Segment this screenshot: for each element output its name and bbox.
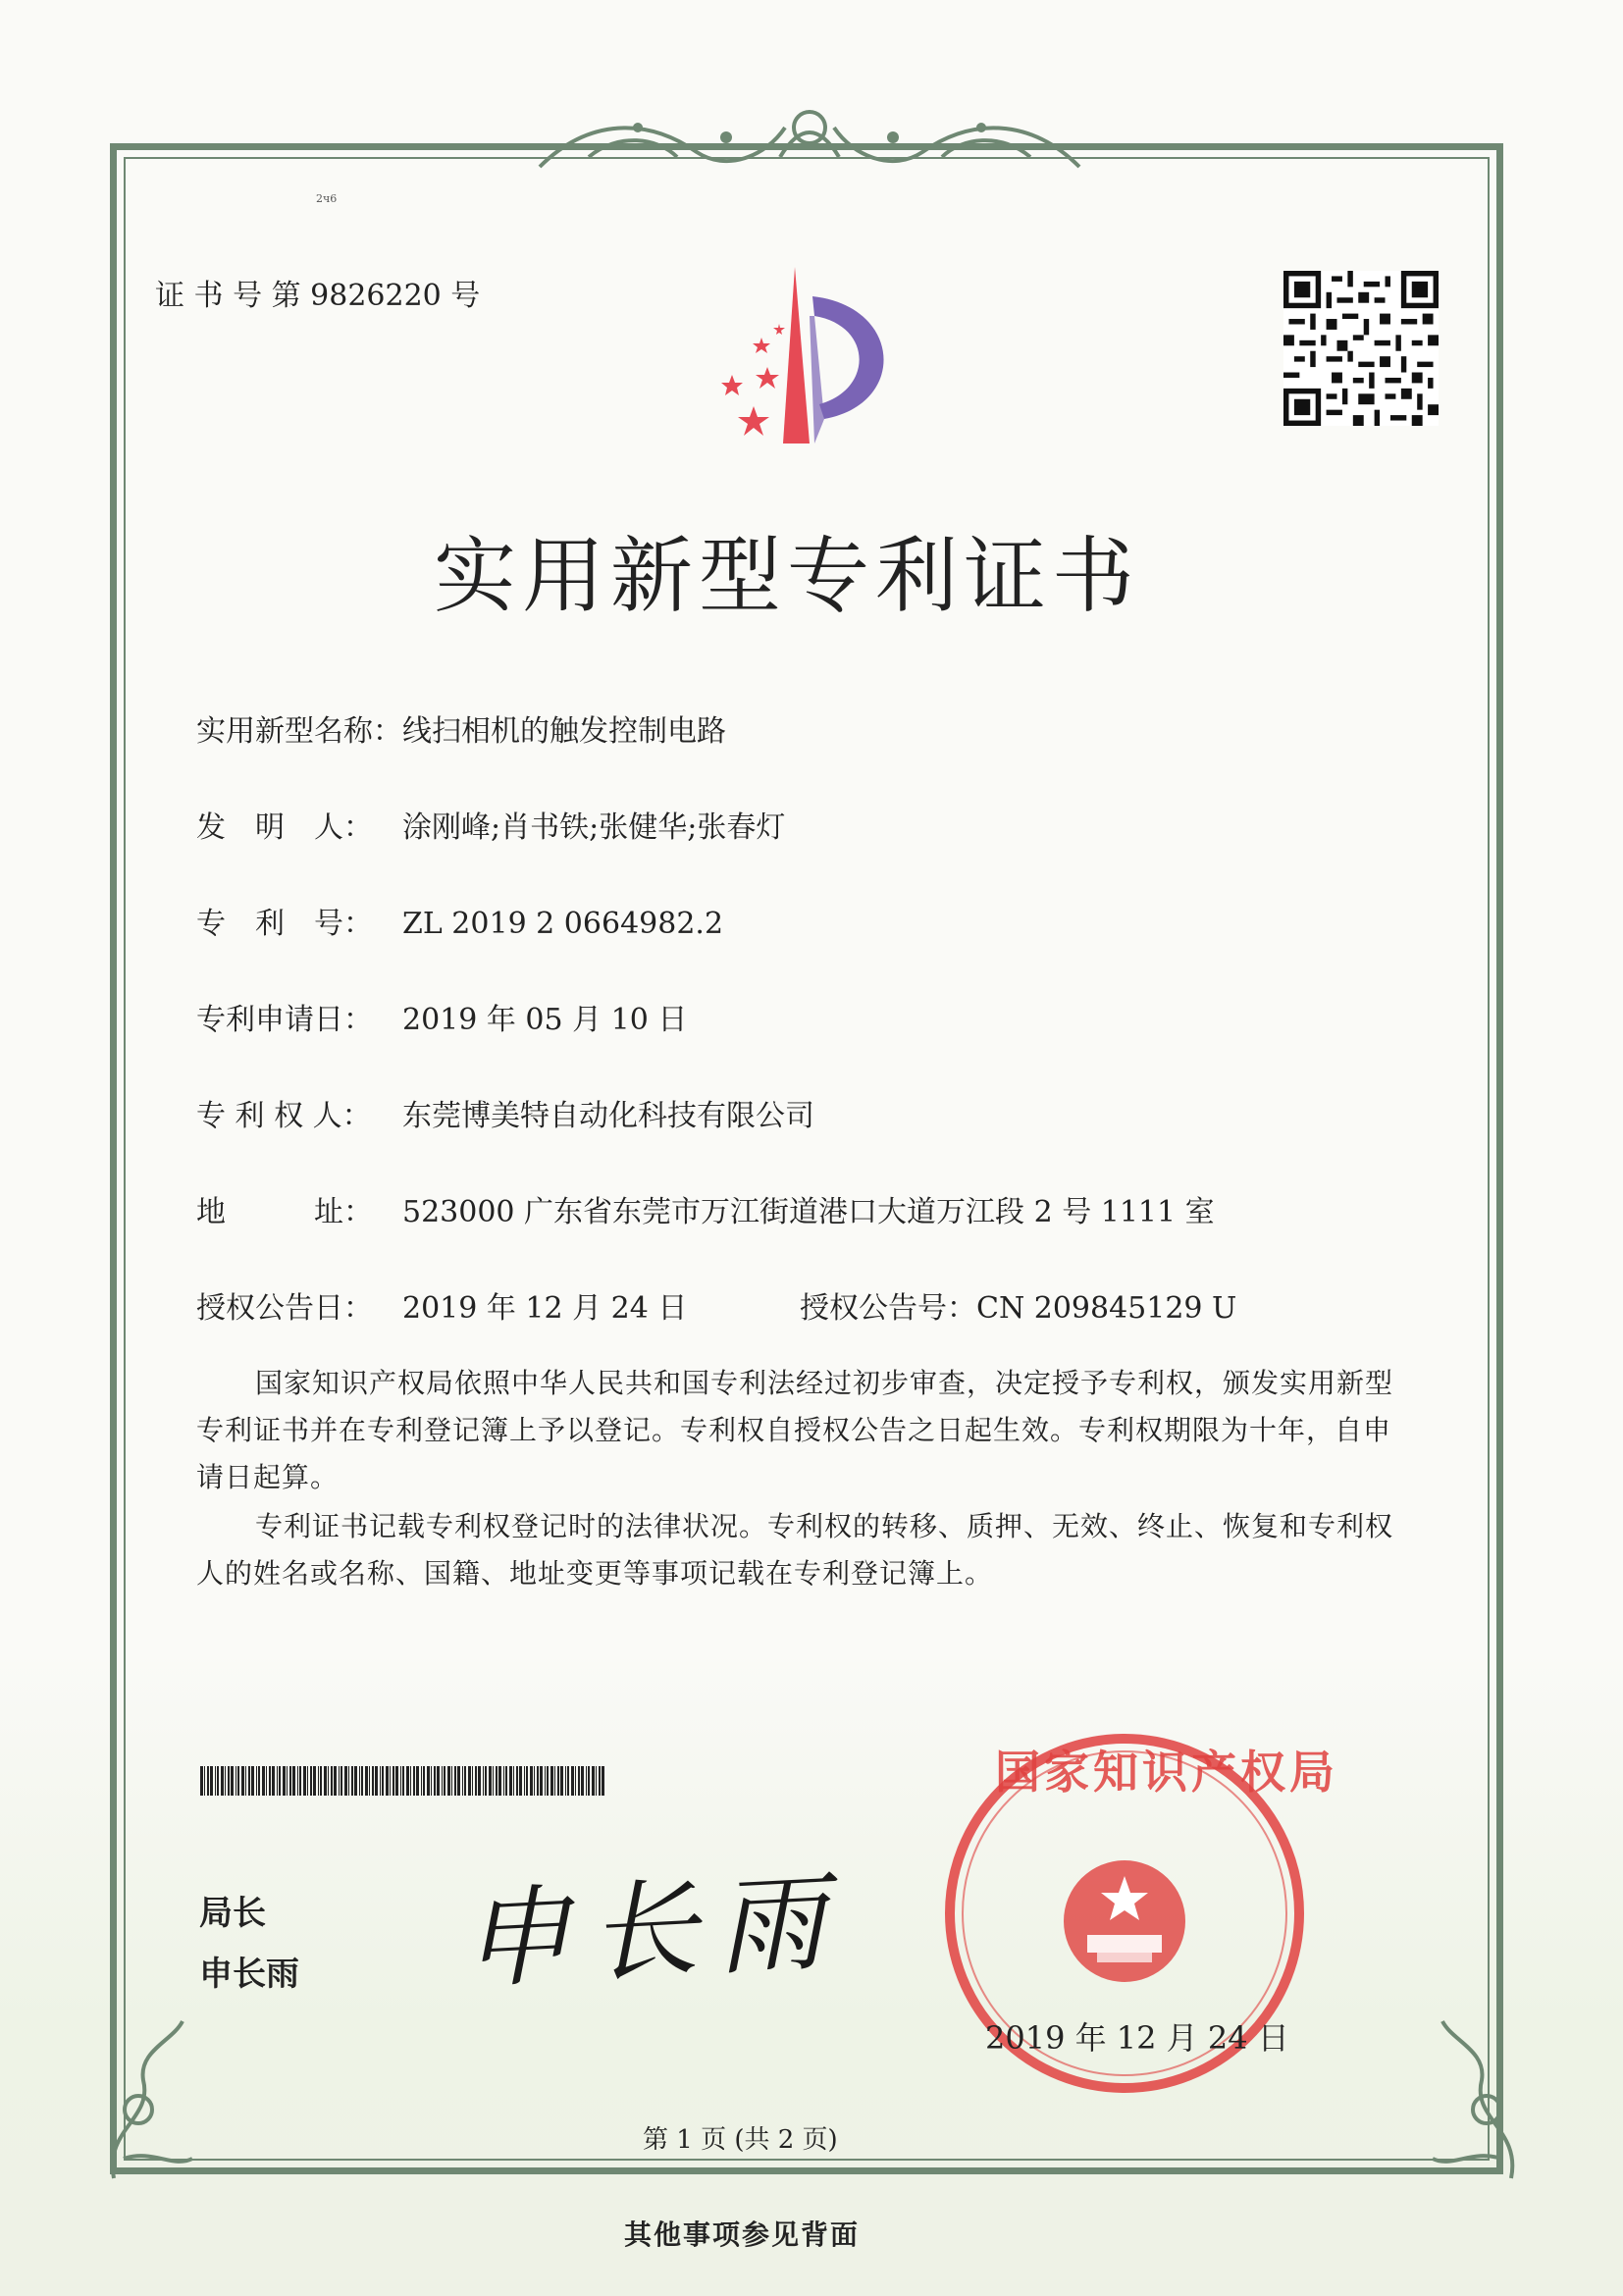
certificate-number: 证 书 号 第 9826220 号 — [155, 279, 481, 313]
corner-ornament-bottom-left — [94, 2011, 212, 2188]
field-patent-number — [196, 899, 723, 942]
field-value: 523000 广东省东莞市万江街道港口大道万江段 2 号 1111 室 — [402, 1195, 1215, 1229]
field-value: CN 209845129 U — [976, 1291, 1237, 1326]
patent-office-logo — [677, 257, 932, 453]
corner-ornament-bottom-right — [1413, 2011, 1531, 2188]
field-inventors — [196, 803, 785, 846]
field-grant-date — [196, 1283, 687, 1327]
field-value: 2019 年 12 月 24 日 — [402, 1291, 688, 1326]
field-value: 线扫相机的触发控制电路 — [402, 714, 726, 749]
field-application-date — [196, 995, 687, 1038]
barcode — [200, 1766, 604, 1796]
footer-note: 其他事项参见背面 — [624, 2218, 861, 2251]
field-label: 实用新型名称： — [196, 714, 402, 749]
field-label: 专 利 号： — [196, 907, 373, 941]
field-address — [196, 1187, 1215, 1230]
body-text — [196, 1360, 1413, 1597]
field-value: 2019 年 05 月 10 日 — [402, 1003, 688, 1037]
field-patentee — [196, 1091, 814, 1134]
field-value: ZL 2019 2 0664982.2 — [402, 907, 724, 941]
emblem-icon — [1064, 1860, 1185, 1982]
field-label: 授权公告号： — [800, 1291, 976, 1326]
field-utility-model-name — [196, 706, 726, 750]
field-label: 发 明 人： — [196, 810, 373, 845]
field-label: 专 利 权 人： — [196, 1099, 372, 1133]
field-value: 涂刚峰;肖书铁;张健华;张春灯 — [402, 810, 786, 845]
page-info: 第 1 页 (共 2 页) — [643, 2125, 838, 2155]
director-title: 局长 — [199, 1894, 266, 1933]
body-paragraph-1: 国家知识产权局依照中华人民共和国专利法经过初步审查，决定授予专利权，颁发实用新型专利证书并在专利登记簿上予以登记。专利权自授权公告之日起生效。专利权期限为十年，自申请日起算。 — [196, 1367, 1394, 1493]
director-name: 申长雨 — [199, 1955, 299, 1994]
field-grant-number — [800, 1283, 1236, 1327]
field-value: 东莞博美特自动化科技有限公司 — [402, 1099, 814, 1133]
seal-text: 国家知识产权局 — [995, 1746, 1338, 1799]
field-label: 地 址： — [196, 1195, 373, 1229]
page-title: 实用新型专利证书 — [434, 528, 1141, 624]
seal-date: 2019 年 12 月 24 日 — [985, 2019, 1289, 2057]
field-label: 专利申请日： — [196, 1003, 373, 1037]
body-paragraph-2: 专利证书记载专利权登记时的法律状况。专利权的转移、质押、无效、终止、恢复和专利权人的姓名或名称、国籍、地址变更等事项记载在专利登记簿上。 — [196, 1510, 1394, 1590]
field-label: 授权公告日： — [196, 1291, 373, 1326]
qr-code-icon — [1283, 271, 1439, 426]
handwritten-signature: 申长雨 — [458, 1857, 848, 2005]
corner-mark: 2ч6 — [316, 192, 338, 205]
